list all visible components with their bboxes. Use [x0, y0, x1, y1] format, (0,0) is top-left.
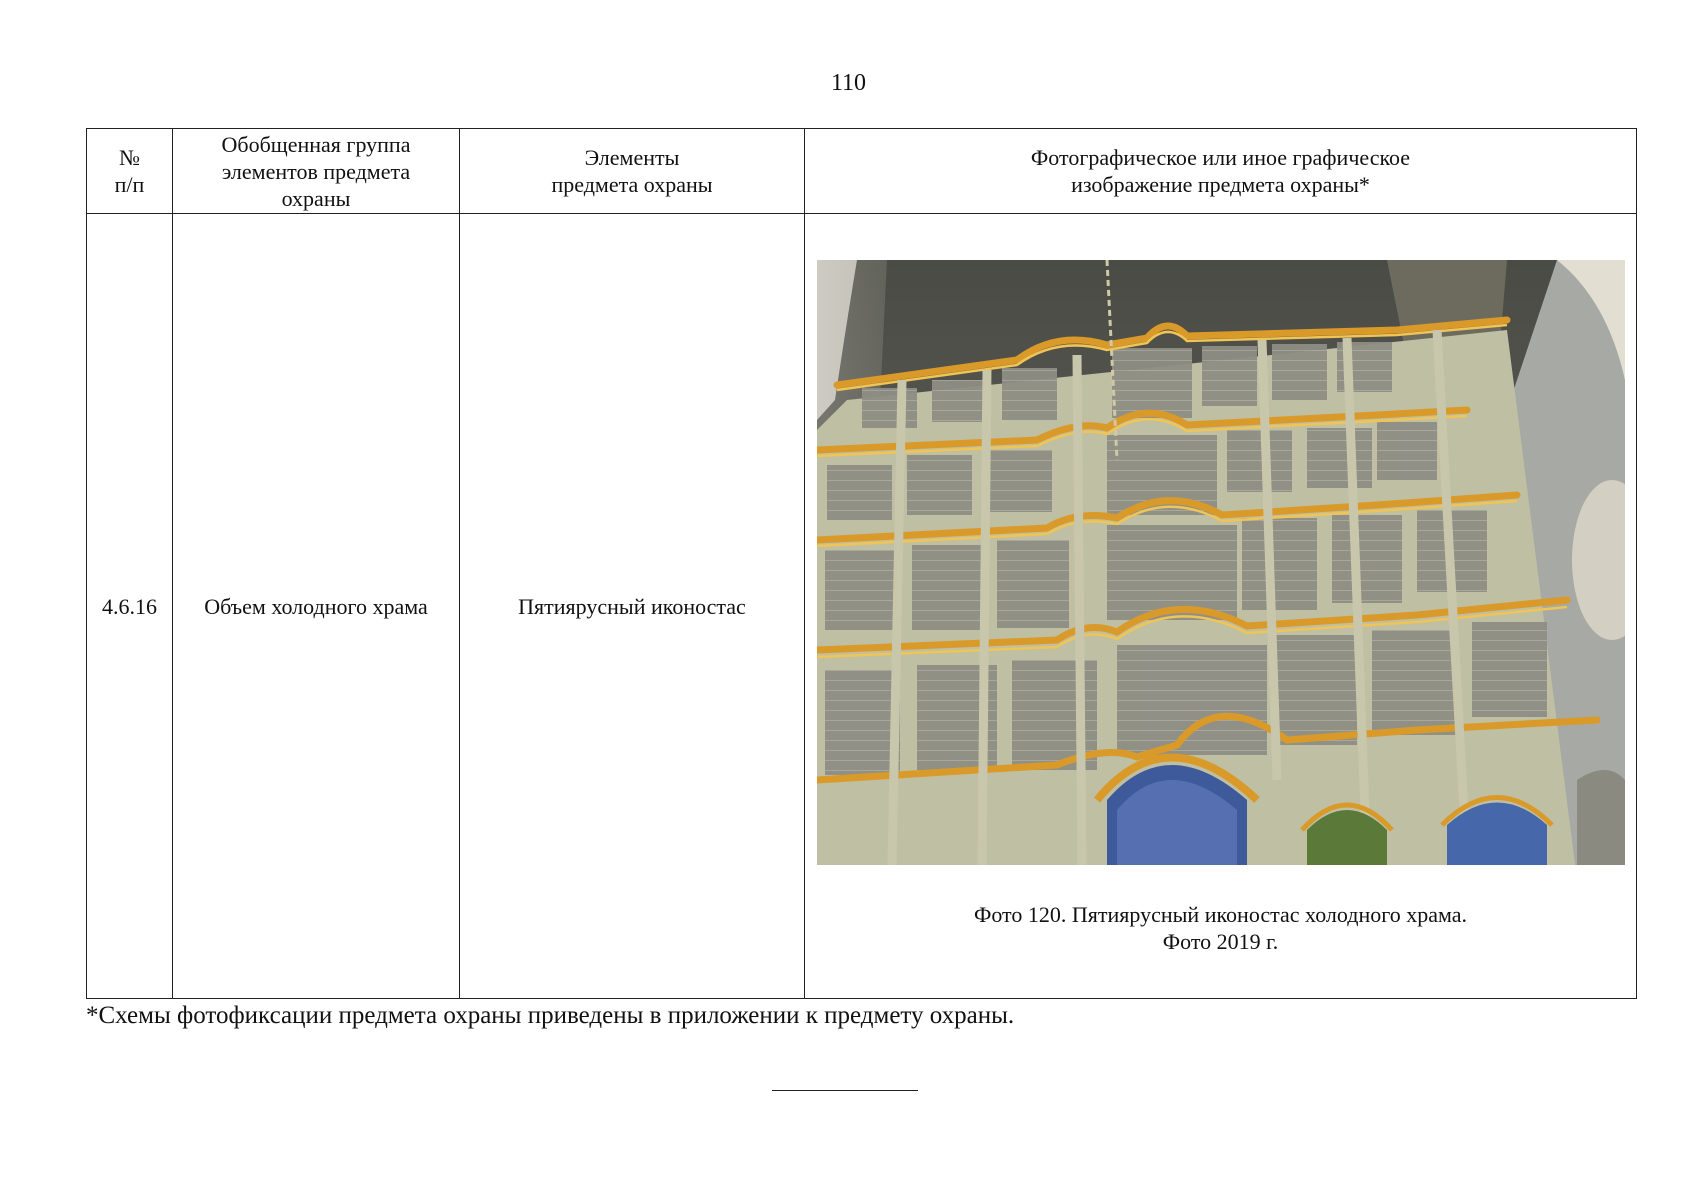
iconostasis-photo: [817, 260, 1625, 865]
header-elements: [460, 129, 805, 214]
protection-table: [86, 128, 1637, 999]
photo-caption: [805, 901, 1636, 955]
footnote: *Схемы фотофиксации предмета охраны приведены в приложении к предмету охраны.: [86, 1002, 1015, 1029]
header-number: [87, 129, 173, 214]
photo-caption-line-1: Фото 120. Пятиярусный иконостас холодного храма.: [973, 902, 1468, 927]
header-number-text: № п/п: [114, 145, 145, 197]
table-header-row: [87, 129, 1637, 214]
row-group: Объем холодного храма: [173, 214, 460, 999]
header-elements-text: Элементы предмета охраны: [551, 145, 713, 197]
row-number: 4.6.16: [87, 214, 173, 999]
table-row: [87, 214, 1637, 999]
header-group: [173, 129, 460, 214]
header-image: [805, 129, 1637, 214]
header-group-text: Обобщенная группа элементов предмета охраны: [221, 131, 411, 211]
iconostasis-photo-graphic: [817, 260, 1625, 865]
page-number: 110: [830, 70, 867, 96]
photo-caption-line-2: Фото 2019 г.: [1162, 929, 1279, 954]
row-element: Пятиярусный иконостас: [460, 214, 805, 999]
header-image-text: Фотографическое или иное графическое изображение предмета охраны*: [1030, 145, 1411, 197]
end-rule: [772, 1090, 918, 1091]
row-image-cell: [805, 214, 1637, 999]
